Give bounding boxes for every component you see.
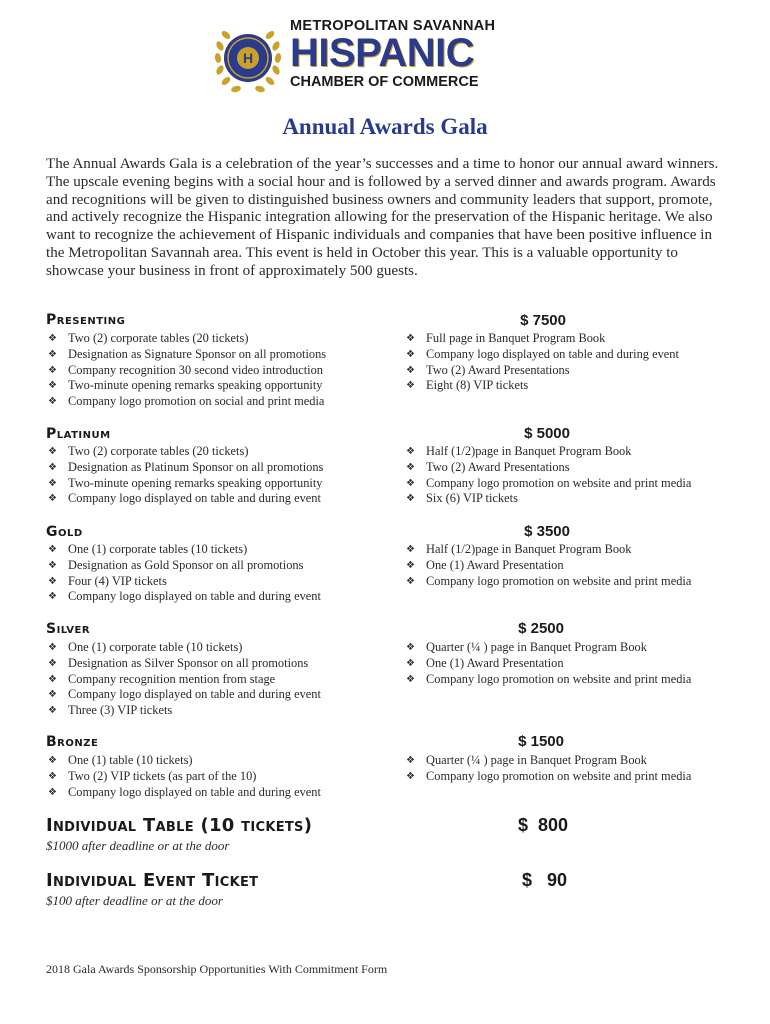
list-item: ❖ Quarter (¼ ) page in Banquet Program Book (404, 753, 691, 769)
page-footer: 2018 Gala Awards Sponsorship Opportunities With Commitment Form (46, 962, 388, 976)
list-item: ❖ Half (1/2)page in Banquet Program Book (404, 444, 691, 460)
tier-price-bronze: $ 1500 (518, 733, 564, 750)
page-title: Annual Awards Gala (282, 114, 488, 139)
list-item: ❖ Three (3) VIP tickets (46, 703, 321, 719)
tier-name-platinum: Platinum (46, 426, 111, 442)
list-item: ❖ Two-minute opening remarks speaking opportunity (46, 476, 323, 492)
tier-name-bronze: Bronze (46, 734, 99, 750)
list-item: ❖ Company logo promotion on social and print media (46, 394, 326, 410)
logo-line-main: HISPANIC (290, 31, 475, 75)
tier-name-presenting: Presenting (46, 312, 126, 328)
list-item: ❖ Company logo displayed on table and during event (46, 589, 321, 605)
list-item: ❖ Company logo promotion on website and print media (404, 769, 691, 785)
individual-table-note: $1000 after deadline or at the door (46, 838, 230, 853)
list-item: ❖ Two (2) Award Presentations (404, 460, 691, 476)
list-item: ❖ Designation as Gold Sponsor on all promotions (46, 558, 321, 574)
list-item: ❖ Four (4) VIP tickets (46, 574, 321, 590)
list-item: ❖ Designation as Platinum Sponsor on all promotions (46, 460, 323, 476)
list-item: ❖ Company logo displayed on table and during event (404, 347, 679, 363)
list-item: ❖ Company logo promotion on website and print media (404, 672, 691, 688)
bronze-benefits-left (46, 753, 321, 800)
individual-ticket-name: Individual Event Ticket (46, 870, 259, 891)
list-item: ❖ Company logo promotion on website and print media (404, 574, 691, 590)
list-item: ❖ One (1) Award Presentation (404, 656, 691, 672)
laurel-seal-icon (208, 18, 288, 98)
list-item: ❖ Designation as Silver Sponsor on all promotions (46, 656, 321, 672)
tier-price-presenting: $ 7500 (520, 312, 566, 329)
list-item: ❖ Company recognition 30 second video introduction (46, 363, 326, 379)
list-item: ❖ Company logo promotion on website and print media (404, 476, 691, 492)
intro-paragraph: The Annual Awards Gala is a celebration of the year’s successes and a time to honor our annual award winners. The upscale evening begins with a social hour and is followed by a served dinner and awards program. Awards and recognitions will be given to distinguished business owners and community leaders that support, promote, and actively recognize the Hispanic integration allowing for the preservation of the Hispanic heritage. We also want to recognize the achievement of Hispanic individuals and companies that have been positive influence in the Metropolitan Savannah area. This event is held in October this year. This is a valuable opportunity to showcase your business in front of approximately 500 guests. (46, 156, 719, 279)
list-item: ❖ Company logo displayed on table and during event (46, 687, 321, 703)
list-item: ❖ One (1) Award Presentation (404, 558, 691, 574)
list-item: ❖ Half (1/2)page in Banquet Program Book (404, 542, 691, 558)
logo-initial: H (242, 50, 254, 66)
list-item: ❖ One (1) corporate table (10 tickets) (46, 640, 321, 656)
list-item: ❖ Company logo displayed on table and during event (46, 785, 321, 801)
gold-benefits-left (46, 542, 321, 605)
tier-price-gold: $ 3500 (524, 523, 570, 540)
list-item: ❖ Quarter (¼ ) page in Banquet Program Book (404, 640, 691, 656)
silver-benefits-right (404, 640, 691, 687)
tier-price-platinum: $ 5000 (524, 425, 570, 442)
list-item: ❖ One (1) corporate tables (10 tickets) (46, 542, 321, 558)
list-item: ❖ Designation as Signature Sponsor on all promotions (46, 347, 326, 363)
list-item: ❖ Two (2) corporate tables (20 tickets) (46, 331, 326, 347)
individual-ticket-price: $ 90 (522, 870, 568, 890)
silver-benefits-left (46, 640, 321, 719)
tier-price-silver: $ 2500 (518, 620, 564, 637)
list-item: ❖ Company logo displayed on table and during event (46, 491, 323, 507)
list-item: ❖ Company recognition mention from stage (46, 672, 321, 688)
gold-benefits-right (404, 542, 691, 589)
platinum-benefits-right (404, 444, 691, 507)
bronze-benefits-right (404, 753, 691, 785)
logo-line-top: METROPOLITAN SAVANNAH (290, 18, 496, 34)
tier-name-silver: Silver (46, 621, 91, 637)
presenting-benefits-right (404, 331, 679, 394)
logo-line-bottom: CHAMBER OF COMMERCE (290, 74, 479, 90)
individual-ticket-note: $100 after deadline or at the door (46, 893, 223, 908)
list-item: ❖ Two (2) Award Presentations (404, 363, 679, 379)
platinum-benefits-left (46, 444, 323, 507)
tier-name-gold: Gold (46, 524, 83, 540)
list-item: ❖ One (1) table (10 tickets) (46, 753, 321, 769)
chamber-logo (208, 18, 498, 100)
list-item: ❖ Two (2) VIP tickets (as part of the 10) (46, 769, 321, 785)
individual-table-name: Individual Table (10 tickets) (46, 815, 313, 836)
list-item: ❖ Six (6) VIP tickets (404, 491, 691, 507)
list-item: ❖ Eight (8) VIP tickets (404, 378, 679, 394)
individual-table-price: $ 800 (518, 815, 569, 835)
list-item: ❖ Two-minute opening remarks speaking opportunity (46, 378, 326, 394)
presenting-benefits-left (46, 331, 326, 410)
list-item: ❖ Full page in Banquet Program Book (404, 331, 679, 347)
list-item: ❖ Two (2) corporate tables (20 tickets) (46, 444, 323, 460)
